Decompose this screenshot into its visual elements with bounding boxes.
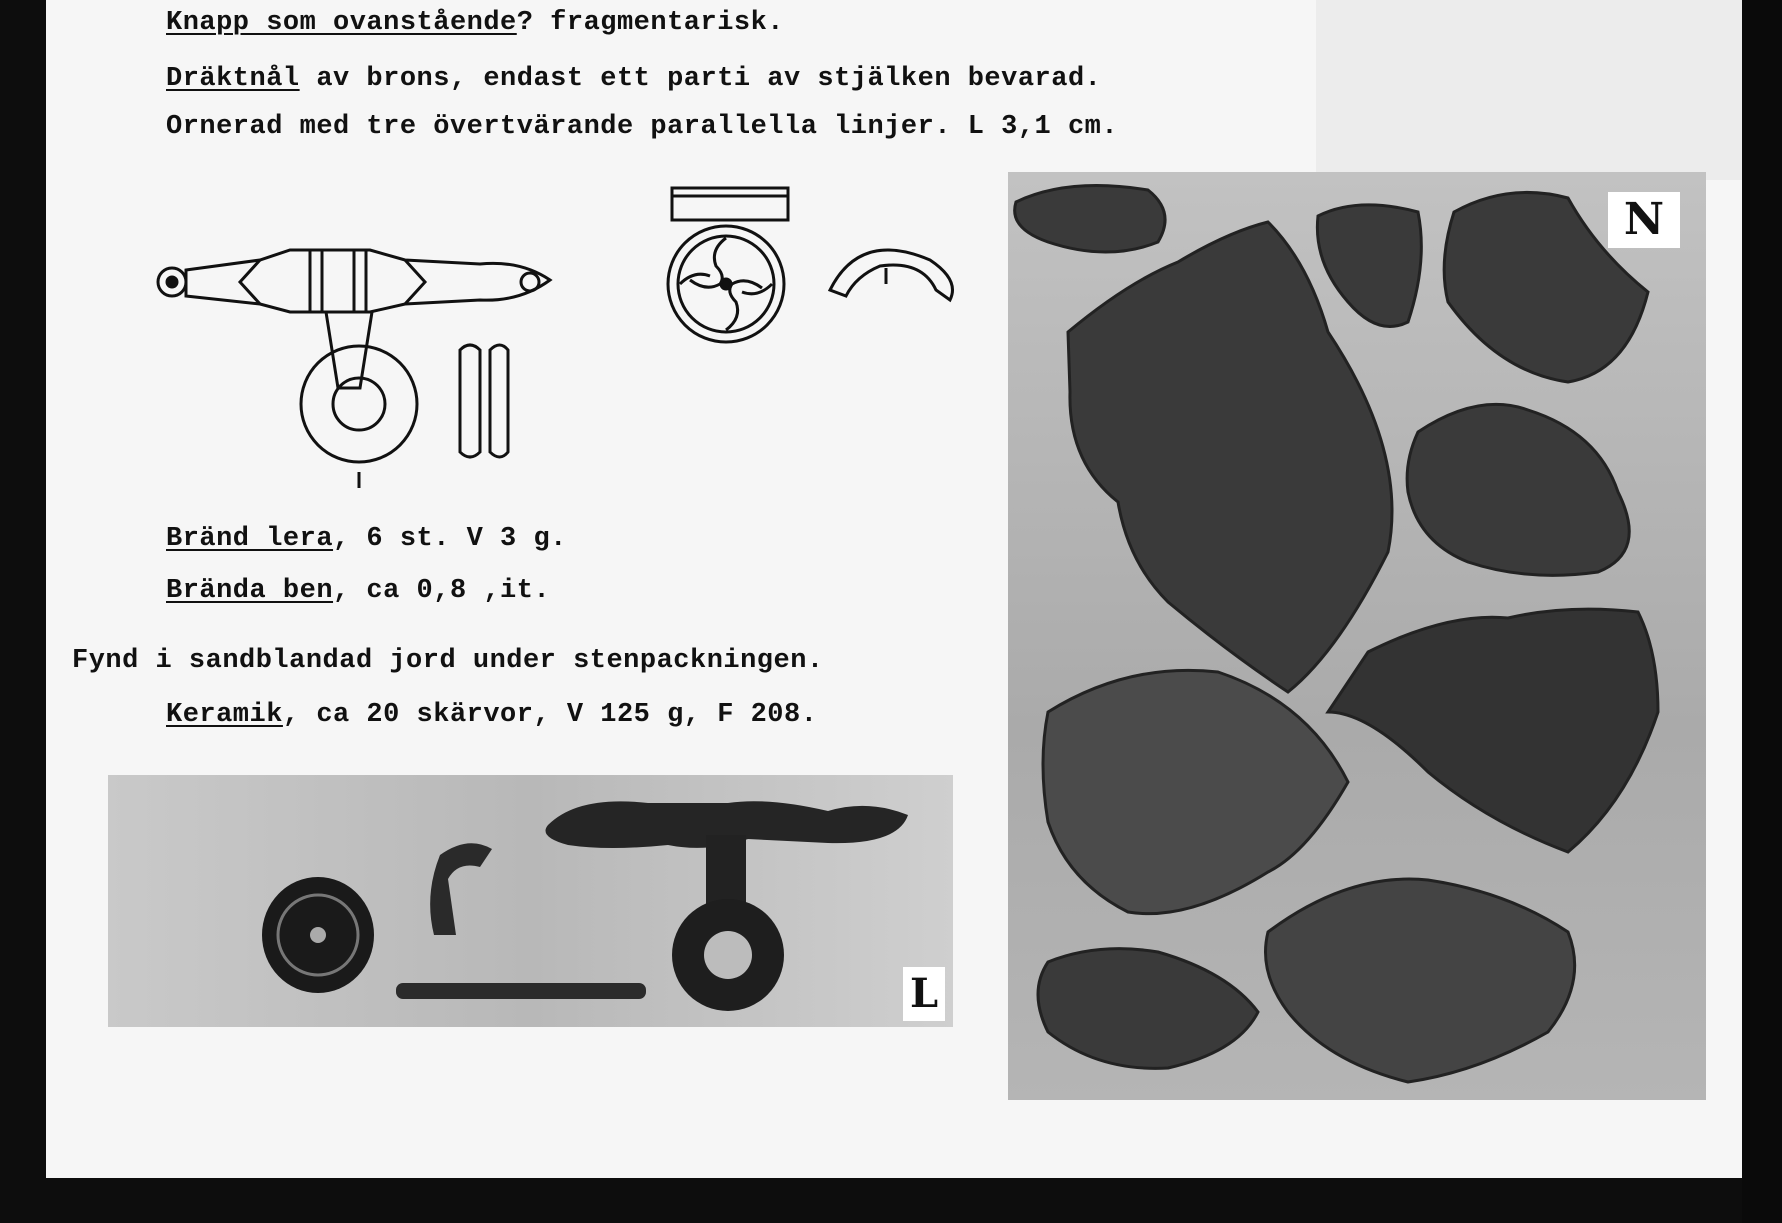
underlined-term: Dräktnål — [166, 64, 300, 94]
text-line-keramik — [166, 700, 817, 730]
line-text: ? fragmentarisk. — [516, 8, 785, 38]
photo-ceramics-illustration — [1008, 172, 1706, 1100]
line-text: , 6 st. V 3 g. — [333, 524, 567, 554]
brooch-drawing — [150, 240, 570, 490]
button-drawing — [660, 180, 960, 380]
line-text: , ca 0,8 ,it. — [333, 576, 551, 606]
text-line-branda-ben — [166, 576, 550, 606]
line-text: av brons, endast ett parti av stjälken bevarad. — [299, 64, 1102, 94]
shard-5 — [1407, 404, 1629, 575]
shard-6 — [1328, 609, 1658, 852]
photo-label-tag: L — [903, 967, 945, 1021]
photo-objects-illustration — [108, 775, 953, 1027]
text-line-draktnal — [166, 64, 1101, 94]
line-text: , ca 20 skärvor, V 125 g, F 208. — [282, 700, 818, 730]
shard-9 — [1038, 949, 1258, 1069]
photo-label-tag: N — [1608, 192, 1680, 248]
text-line-ornerad: Ornerad med tre övertvärande parallella linjer. L 3,1 cm. — [166, 112, 1119, 142]
shard-8 — [1266, 879, 1575, 1082]
text-line-fynd: Fynd i sandblandad jord under stenpackningen. — [72, 646, 824, 676]
underlined-term: Bränd lera — [166, 524, 334, 554]
text-line-brand-lera — [166, 524, 567, 554]
text-line-knapp — [166, 8, 784, 38]
underlined-term: Brända ben — [166, 576, 334, 606]
photo-ceramics — [1008, 172, 1706, 1100]
underlined-term: Keramik — [166, 700, 283, 730]
shard-1 — [1015, 186, 1165, 252]
shard-3 — [1317, 205, 1421, 327]
underlined-term: Knapp som ovanstående — [166, 8, 517, 38]
dark-border — [1742, 0, 1782, 1223]
paper-overlap — [1316, 0, 1742, 180]
shard-7 — [1043, 670, 1348, 913]
photo-objects — [108, 775, 953, 1027]
